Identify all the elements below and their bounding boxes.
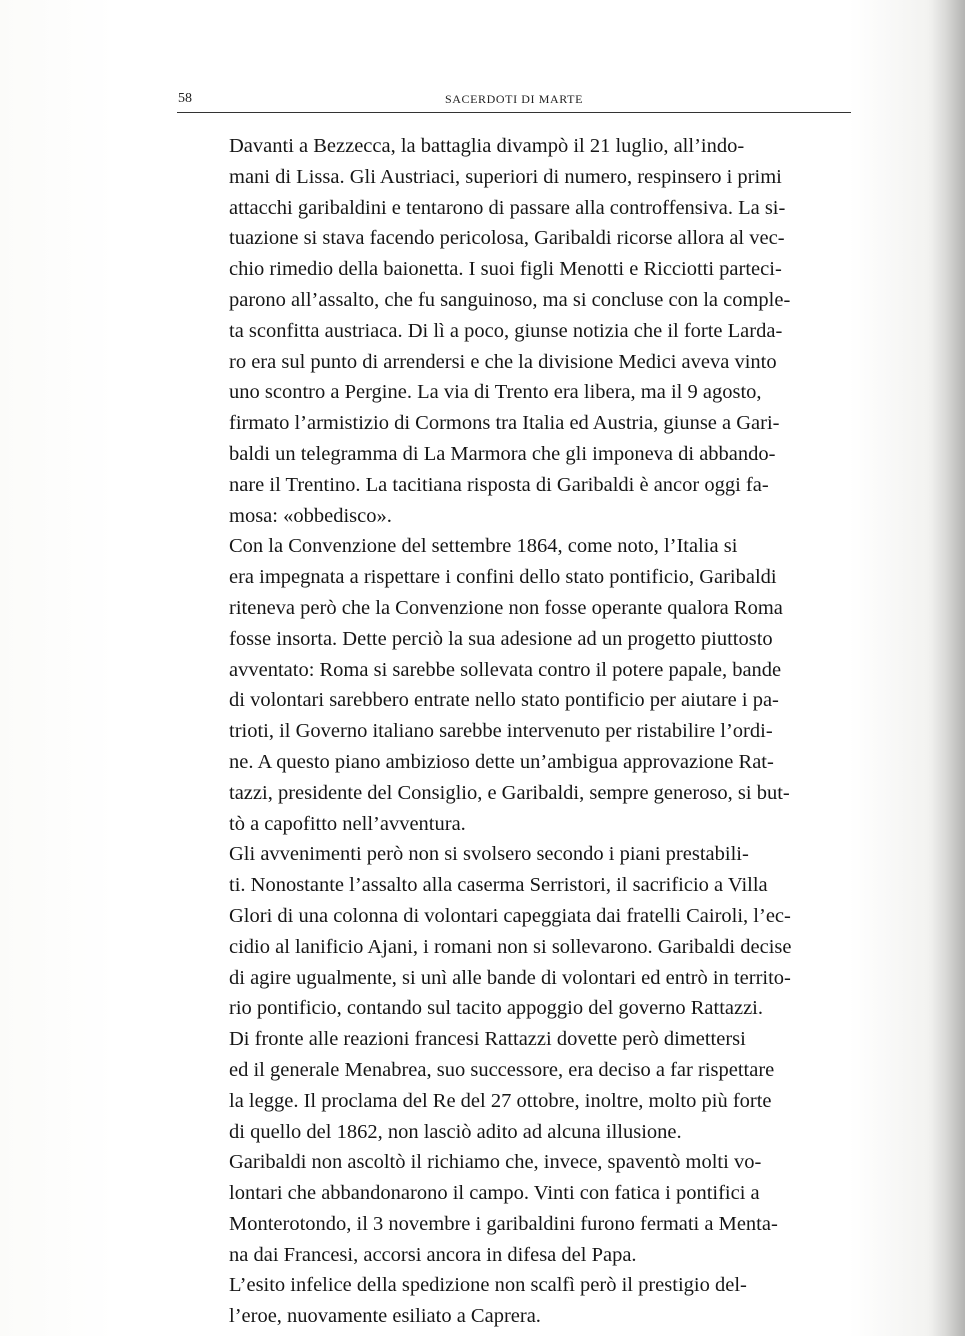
text-line: nare il Trentino. La tacitiana risposta di Garibaldi è ancor oggi fa- bbox=[229, 473, 769, 496]
text-line: ti. Nonostante l’assalto alla caserma Serristori, il sacrificio a Villa bbox=[229, 874, 768, 897]
text-line: era impegnata a rispettare i confini dello stato pontificio, Garibaldi bbox=[229, 566, 777, 589]
text-line: di volontari sarebbero entrate nello stato pontificio per aiutare i pa- bbox=[229, 689, 779, 712]
text-line: rio pontificio, contando sul tacito appoggio del governo Rattazzi. bbox=[229, 997, 764, 1020]
paragraph-2 bbox=[186, 531, 851, 839]
text-line: attacchi garibaldini e tentarono di passare alla controffensiva. La si- bbox=[229, 196, 786, 219]
text-line: di quello del 1862, non lasciò adito ad alcuna illusione. bbox=[229, 1120, 682, 1143]
paragraph-1 bbox=[186, 131, 851, 531]
text-line: lontari che abbandonarono il campo. Vinti con fatica i pontifici a bbox=[229, 1182, 760, 1205]
text-line: baldi un telegramma di La Marmora che gli imponeva di abbando- bbox=[229, 442, 776, 465]
paragraph-4 bbox=[186, 1024, 851, 1147]
body-text bbox=[186, 131, 851, 1332]
text-line: Davanti a Bezzecca, la battaglia divampò il 21 luglio, all’indo- bbox=[229, 135, 745, 157]
text-line: firmato l’armistizio di Cormons tra Italia ed Austria, giunse a Gari- bbox=[229, 412, 780, 435]
text-line: l’eroe, nuovamente esiliato a Caprera. bbox=[229, 1305, 541, 1328]
page-number: 58 bbox=[178, 91, 192, 106]
text-line: avventato: Roma si sarebbe sollevata contro il potere papale, bande bbox=[229, 658, 782, 681]
text-line: Monterotondo, il 3 novembre i garibaldini furono fermati a Menta- bbox=[229, 1212, 778, 1235]
text-line: Garibaldi non ascoltò il richiamo che, invece, spaventò molti vo- bbox=[229, 1151, 762, 1174]
text-line: fosse insorta. Dette perciò la sua adesione ad un progetto piuttosto bbox=[229, 627, 773, 650]
paragraph-3 bbox=[186, 839, 851, 1024]
text-line: parono all’assalto, che fu sanguinoso, ma si concluse con la comple- bbox=[229, 288, 791, 311]
running-header bbox=[177, 90, 851, 113]
text-line: ta sconfitta austriaca. Di lì a poco, giunse notizia che il forte Larda- bbox=[229, 319, 783, 342]
text-line: riteneva però che la Convenzione non fosse operante qualora Roma bbox=[229, 596, 783, 619]
text-line: L’esito infelice della spedizione non scalfì però il prestigio del- bbox=[229, 1274, 747, 1297]
text-line: ed il generale Menabrea, suo successore, era deciso a far rispettare bbox=[229, 1058, 775, 1081]
text-line: tazzi, presidente del Consiglio, e Garibaldi, sempre generoso, si but- bbox=[229, 781, 790, 804]
running-title: SACERDOTI DI MARTE bbox=[444, 92, 584, 106]
text-line: la legge. Il proclama del Re del 27 ottobre, inoltre, molto più forte bbox=[229, 1089, 772, 1112]
paragraph-6 bbox=[186, 1270, 851, 1332]
page-edge-shadow bbox=[931, 0, 965, 1336]
text-line: cidio al lanificio Ajani, i romani non si sollevarono. Garibaldi decise bbox=[229, 935, 792, 958]
text-line: Gli avvenimenti però non si svolsero secondo i piani prestabili- bbox=[229, 843, 749, 866]
text-line: mosa: «obbedisco». bbox=[229, 504, 392, 527]
text-line: Glori di una colonna di volontari capeggiata dai fratelli Cairoli, l’ec- bbox=[229, 904, 791, 927]
paragraph-5 bbox=[186, 1147, 851, 1270]
text-line: chio rimedio della baionetta. I suoi figli Menotti e Ricciotti parteci- bbox=[229, 258, 782, 281]
text-line: trioti, il Governo italiano sarebbe intervenuto per ristabilire l’ordi- bbox=[229, 720, 773, 743]
text-line: di agire ugualmente, si unì alle bande di volontari ed entrò in territo- bbox=[229, 966, 791, 989]
text-line: Con la Convenzione del settembre 1864, come noto, l’Italia si bbox=[229, 535, 738, 558]
text-line: uno scontro a Pergine. La via di Trento era libera, ma il 9 agosto, bbox=[229, 381, 762, 404]
text-line: ne. A questo piano ambizioso dette un’ambigua approvazione Rat- bbox=[229, 750, 774, 773]
text-line: mani di Lissa. Gli Austriaci, superiori di numero, respinsero i primi bbox=[229, 165, 782, 188]
text-line: na dai Francesi, accorsi ancora in difesa del Papa. bbox=[229, 1243, 637, 1266]
text-line: Di fronte alle reazioni francesi Rattazzi dovette però dimettersi bbox=[229, 1028, 746, 1051]
text-line: tò a capofitto nell’avventura. bbox=[229, 812, 466, 835]
text-line: tuazione si stava facendo pericolosa, Garibaldi ricorse allora al vec- bbox=[229, 227, 785, 250]
text-line: ro era sul punto di arrendersi e che la divisione Medici aveva vinto bbox=[229, 350, 777, 373]
